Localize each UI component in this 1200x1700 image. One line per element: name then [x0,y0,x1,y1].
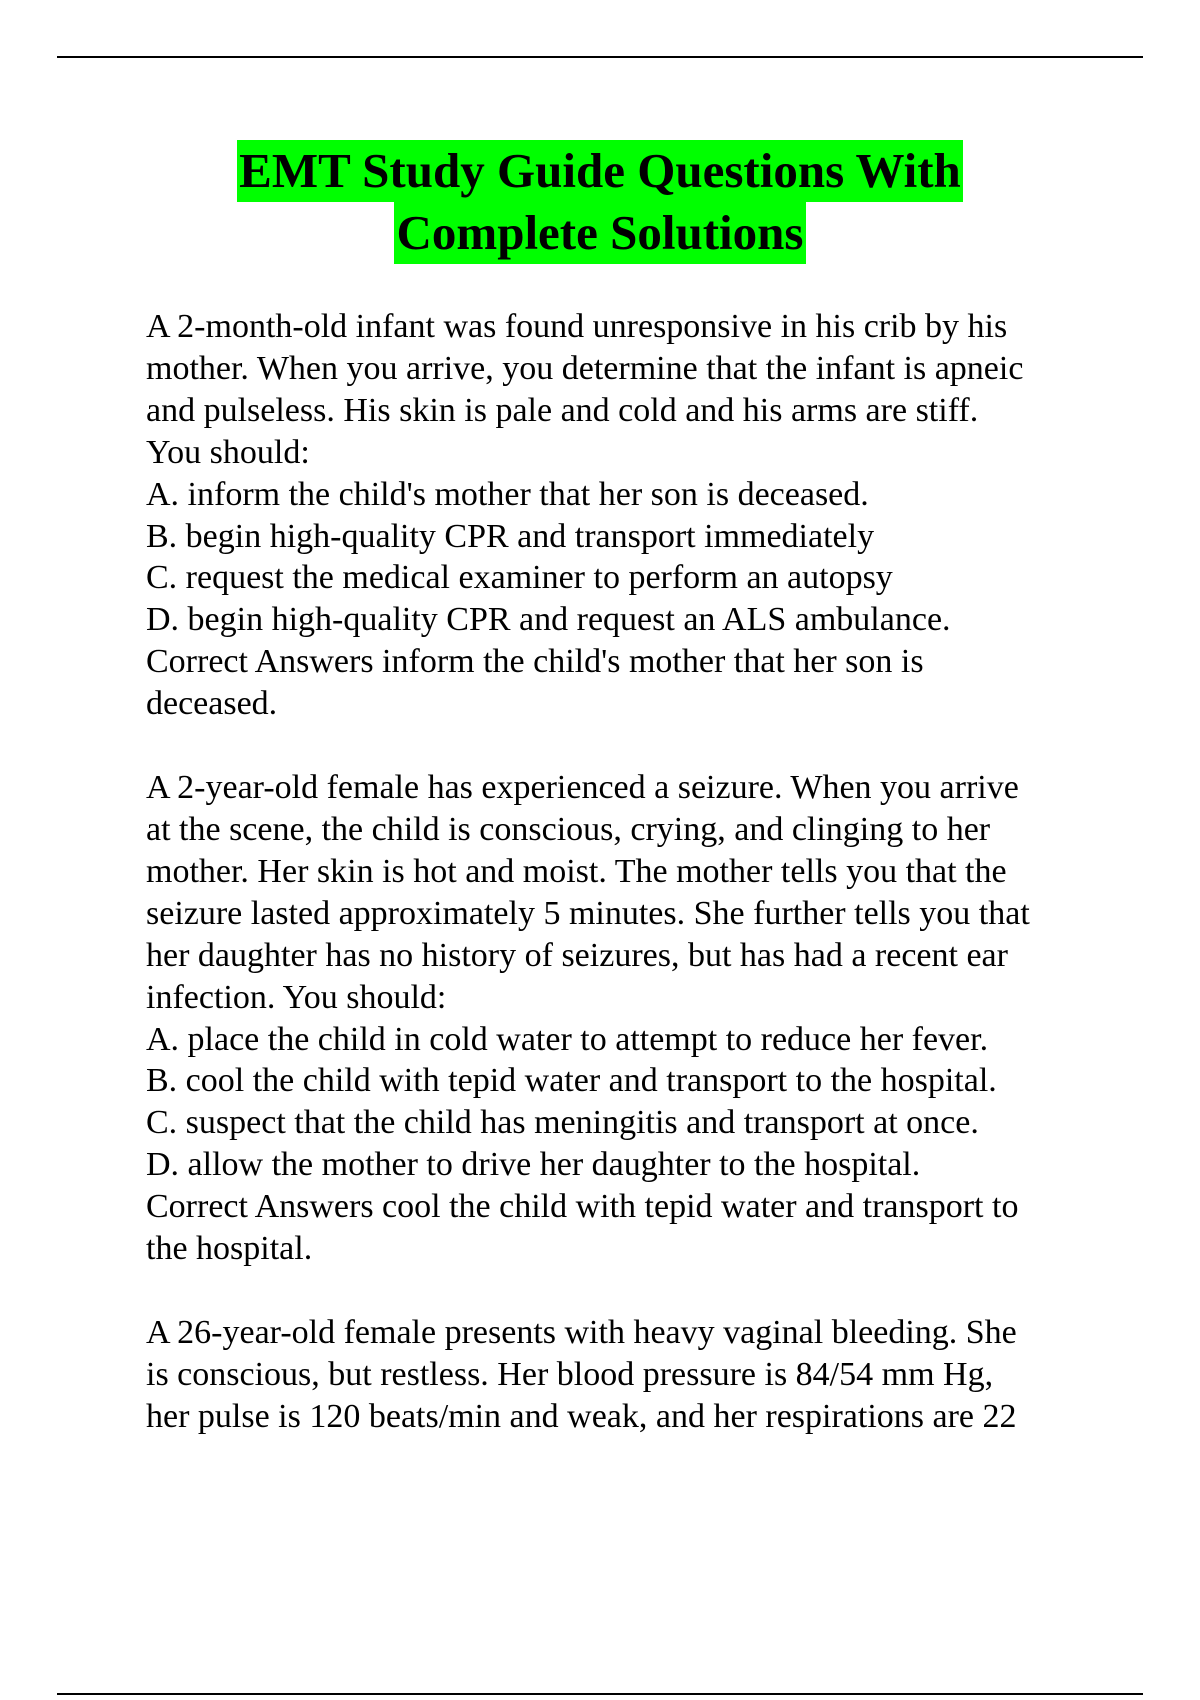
text-line: seizure lasted approximately 5 minutes. She further tells you that [146,894,1030,932]
text-line: mother. When you arrive, you determine that the infant is apneic [146,349,1024,387]
option-line: B. begin high-quality CPR and transport immediately [146,517,875,555]
text-line: A 2-month-old infant was found unresponsive in his crib by his [146,308,1008,345]
text-line: A 26-year-old female presents with heavy vaginal bleeding. She [146,1313,1017,1351]
answer-line: Correct Answers cool the child with tepid water and transport to [146,1188,1019,1226]
option-line: B. cool the child with tepid water and transport to the hospital. [146,1062,997,1100]
text-line: at the scene, the child is conscious, crying, and clinging to her [146,810,991,848]
answer-line: the hospital. [146,1230,313,1268]
document-body [146,306,1096,1438]
text-line: mother. Her skin is hot and moist. The mother tells you that the [146,852,1007,890]
bottom-rule [57,1693,1143,1695]
text-line: her pulse is 120 beats/min and weak, and her respirations are 22 [146,1397,1017,1435]
title-line-1: EMT Study Guide Questions With [237,140,963,202]
option-line: D. begin high-quality CPR and request an ALS ambulance. [146,601,951,639]
option-line: D. allow the mother to drive her daughter to the hospital. [146,1146,921,1184]
text-line: infection. You should: [146,978,447,1016]
text-line: is conscious, but restless. Her blood pressure is 84/54 mm Hg, [146,1355,994,1393]
title-line-2: Complete Solutions [394,202,805,264]
question-block-2 [146,767,1096,1270]
text-line: and pulseless. His skin is pale and cold and his arms are stiff. [146,391,979,429]
text-line: A 2-year-old female has experienced a seizure. When you arrive [146,769,1019,807]
option-line: C. suspect that the child has meningitis and transport at once. [146,1104,979,1142]
question-block-3 [146,1312,1096,1438]
top-rule [57,56,1143,58]
answer-line: deceased. [146,685,278,723]
answer-line: Correct Answers inform the child's mother that her son is [146,643,924,681]
text-line: You should: [146,433,310,471]
question-block-1 [146,306,1096,725]
text-line: her daughter has no history of seizures, but has had a recent ear [146,936,1008,974]
document-title [0,140,1200,264]
option-line: A. place the child in cold water to attempt to reduce her fever. [146,1020,989,1058]
option-line: A. inform the child's mother that her son is deceased. [146,475,869,513]
option-line: C. request the medical examiner to perform an autopsy [146,559,893,597]
